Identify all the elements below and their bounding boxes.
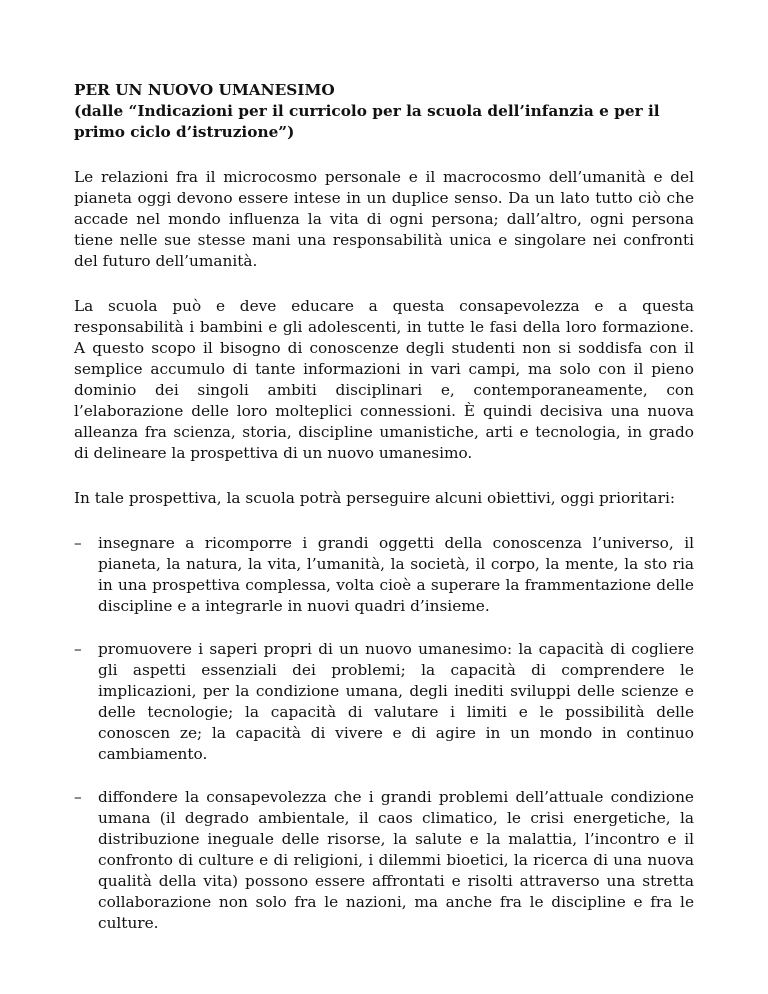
document-title: PER UN NUOVO UMANESIMO [74, 81, 335, 99]
bullet-dash: – [74, 640, 82, 658]
document-page [74, 80, 694, 956]
bullet-dash: – [74, 788, 82, 806]
document-subtitle: (dalle “Indicazioni per il curricolo per la scuola dell’infanzia e per il primo ciclo d’istruzione”) [74, 102, 660, 141]
list-item-text: insegnare a ricomporre i grandi oggetti della conoscenza l’universo, il pianeta, la natura, la vita, l’umanità, la società, il corpo, la mente, la sto ria in una prospettiva complessa, volta cioè a superare la frammentazione delle discipline e a integrarle in nuovi quadri d’insieme. [98, 534, 694, 615]
list-item-text: diffondere la consapevolezza che i grandi problemi dell’attuale condizione umana (il degrado ambientale, il caos climatico, le crisi energetiche, la distribuzione ineguale delle risorse, la salute e la malattia, l’incontro e il confronto di culture e di religioni, i dilemmi bioetici, la ricerca di una nuova qualità della vita) possono essere affrontati e risolti attraverso una stretta collaborazione non solo fra le nazioni, ma anche fra le discipline e fra le culture. [98, 788, 694, 932]
paragraph-school: La scuola può e deve educare a questa consapevolezza e a questa responsabilità i bambini e gli adolescenti, in tutte le fasi della loro formazione. A questo scopo il bisogno di conoscenze degli studenti non si soddisfa con il semplice accumulo di tante informazioni in vari campi, ma solo con il pieno dominio dei singoli ambiti disciplinari e, contemporaneamente, con l’elaborazione delle loro molteplici connessioni. È quindi decisiva una nuova alleanza fra scienza, storia, discipline umanistiche, arti e tecnologia, in grado di delineare la prospettiva di un nuovo umanesimo. [74, 297, 694, 462]
list-item-text: promuovere i saperi propri di un nuovo umanesimo: la capacità di cogliere gli aspetti essenziali dei problemi; la capacità di comprendere le implicazioni, per la condizione umana, degli inediti sviluppi delle scienze e delle tecnologie; la capacità di valutare i limiti e le possibilità delle conoscen ze; la capacità di vivere e di agire in un mondo in continuo cambiamento. [98, 640, 694, 763]
objectives-list [74, 533, 694, 934]
paragraph-objectives-lead: In tale prospettiva, la scuola potrà perseguire alcuni obiettivi, oggi prioritari: [74, 489, 676, 507]
bullet-dash: – [74, 534, 82, 552]
paragraph-intro: Le relazioni fra il microcosmo personale e il macrocosmo dell’umanità e del pianeta oggi devono essere intese in un duplice senso. Da un lato tutto ciò che accade nel mondo influenza la vita di ogni persona; dall’altro, ogni persona tiene nelle sue stesse mani una responsabilità unica e singolare nei confronti del futuro dell’umanità. [74, 168, 694, 270]
list-item [74, 533, 694, 617]
list-item [74, 787, 694, 934]
list-item [74, 639, 694, 765]
